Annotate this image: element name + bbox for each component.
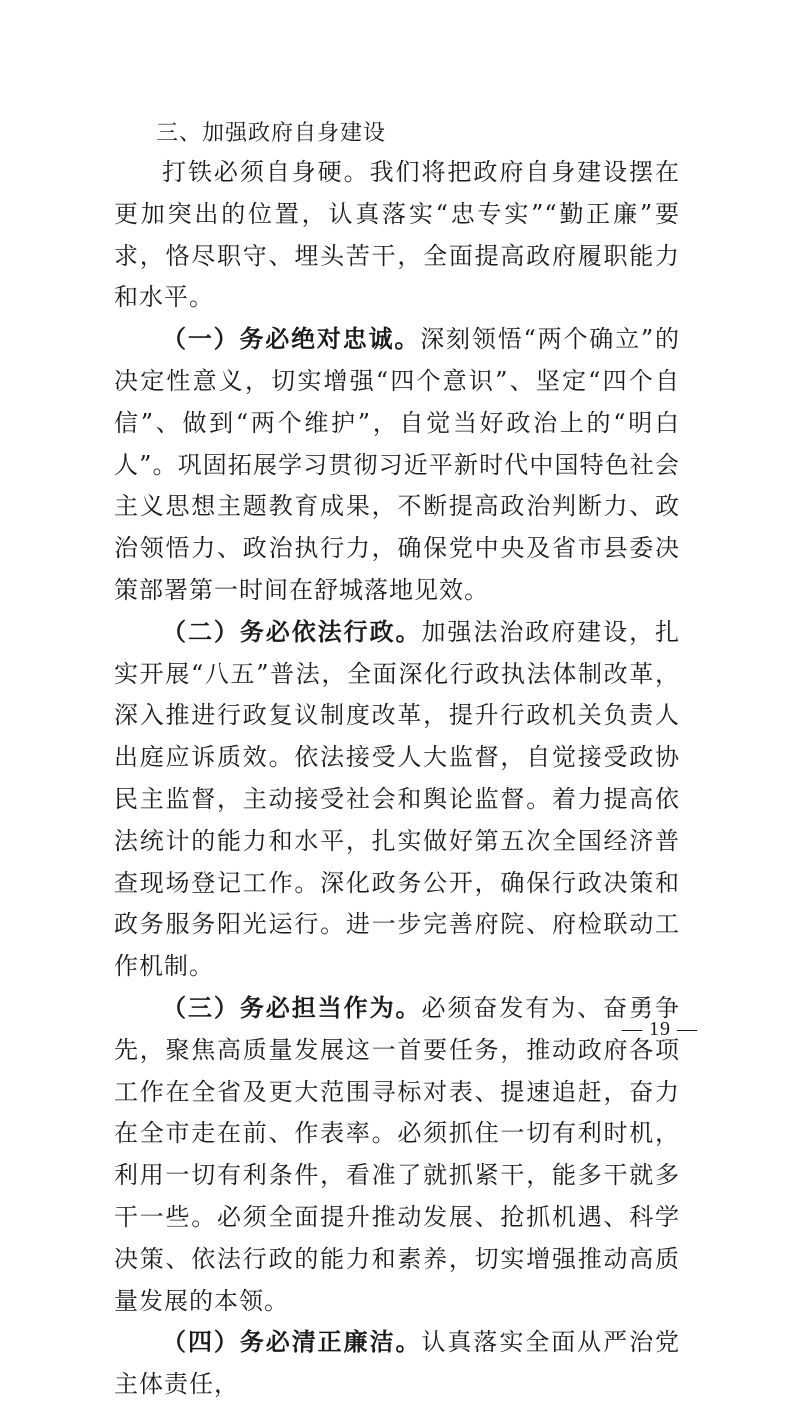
- paragraph-item-4: [114, 1322, 680, 1406]
- section-heading: 三、加强政府自身建设: [156, 121, 387, 146]
- page-number: — 19 —: [622, 1018, 698, 1040]
- paragraph-lead-1: （一）务必绝对忠诚。: [162, 325, 421, 354]
- paragraph-text-4: 认真落实全面从严治党主体责任，: [114, 1328, 681, 1399]
- paragraph-item-3: [114, 988, 680, 1322]
- paragraph-text-2: 加强法治政府建设，扎实开展“八五”普法，全面深化行政执法体制改革，深入推进行政复议制度改革，提升行政机关负责人出庭应诉质效。依法接受人大监督，自觉接受政协民主监督，主动接受社会和舆论监督。着力提高依法统计的能力和水平，扎实做好第五次全国经济普查现场登记工作。深化政务公开，确保行政决策和政务服务阳光运行。进一步完善府院、府检联动工作机制。: [114, 617, 681, 981]
- paragraph-lead-2: （二）务必依法行政。: [162, 617, 422, 646]
- intro-paragraph: 打铁必须自身硬。我们将把政府自身建设摆在更加突出的位置，认真落实“忠专实”“勤正廉”要求，恪尽职守、埋头苦干，全面提高政府履职能力和水平。: [114, 158, 680, 312]
- paragraph-item-1: [114, 319, 680, 612]
- body-text: [114, 152, 680, 1406]
- paragraph-text-1: 深刻领悟“两个确立”的决定性意义，切实增强“四个意识”、坚定“四个自信”、做到“两个维护”，自觉当好政治上的“明白人”。巩固拓展学习贯彻习近平新时代中国特色社会主义思想主题教育成果，不断提高政治判断力、政治领悟力、政治执行力，确保党中央及省市县委决策部署第一时间在舒城落地见效。: [114, 325, 680, 604]
- paragraph-item-2: [114, 612, 680, 988]
- paragraph-lead-3: （三）务必担当作为。: [162, 993, 422, 1022]
- paragraph-lead-4: （四）务必清正廉洁。: [162, 1328, 422, 1357]
- paragraph-text-3: 必须奋发有为、奋勇争先，聚焦高质量发展这一首要任务，推动政府各项工作在全省及更大范围寻标对表、提速追赶，奋力在全市走在前、作表率。必须抓住一切有利时机，利用一切有利条件，看准了就抓紧干，能多干就多干一些。必须全面提升推动发展、抢抓机遇、科学决策、依法行政的能力和素养，切实增强推动高质量发展的本领。: [114, 993, 681, 1315]
